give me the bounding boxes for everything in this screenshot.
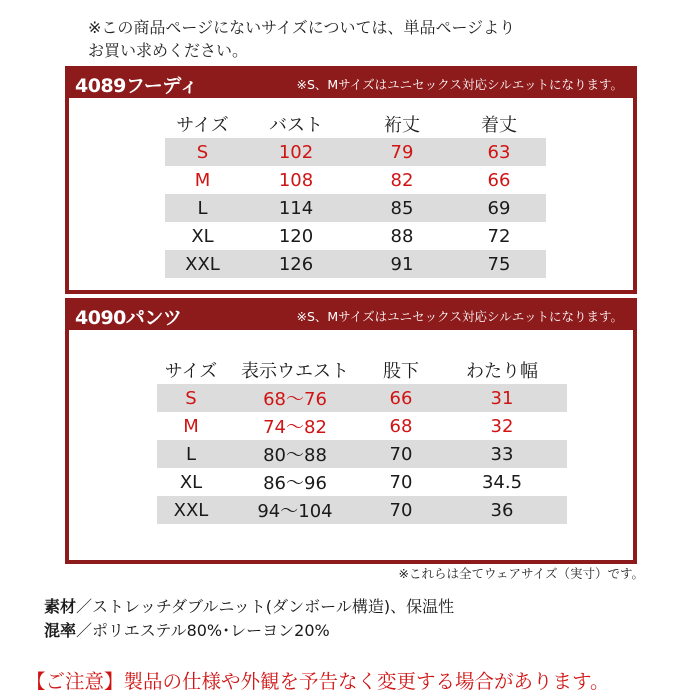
pants-table-cell: 33 bbox=[490, 443, 514, 465]
hoodie-table-cell: 114 bbox=[278, 197, 314, 219]
hoodie-table-row bbox=[165, 166, 546, 194]
hoodie-table-cell: 79 bbox=[390, 141, 414, 163]
hoodie-table-cell: XXL bbox=[185, 253, 220, 275]
hoodie-header-cell: サイズ bbox=[176, 115, 229, 136]
pants-table-cell: 66 bbox=[389, 387, 413, 409]
pants-header-cell: 表示ウエスト bbox=[241, 361, 349, 382]
pants-table-row bbox=[157, 412, 567, 440]
pants-table-cell: 68 bbox=[389, 415, 413, 437]
pants-table-header bbox=[157, 356, 567, 384]
pants-table-cell: 74〜82 bbox=[263, 417, 327, 438]
pants-table-cell: 34.5 bbox=[481, 471, 523, 493]
hoodie-header-cell: 着丈 bbox=[481, 115, 517, 136]
pants-table-row bbox=[157, 384, 567, 412]
footnote: ※これらは全てウェアサイズ（実寸）です。 bbox=[398, 566, 644, 581]
pants-table-cell: S bbox=[185, 387, 197, 409]
top-note-line1: ※この商品ページにないサイズについては、単品ページより bbox=[88, 18, 516, 37]
pants-size-table bbox=[157, 356, 567, 524]
hoodie-table-cell: 63 bbox=[487, 141, 511, 163]
pants-table-cell: 70 bbox=[389, 443, 413, 465]
pants-table-cell: L bbox=[185, 443, 197, 465]
hoodie-table-cell: 72 bbox=[487, 225, 511, 247]
pants-header-bar bbox=[69, 302, 633, 330]
pants-table-cell: XXL bbox=[173, 499, 209, 521]
hoodie-table-cell: 126 bbox=[278, 253, 314, 275]
pants-header-cell: 股下 bbox=[383, 361, 419, 382]
blend-line bbox=[44, 618, 330, 641]
hoodie-table-cell: XL bbox=[191, 225, 214, 247]
hoodie-table-header bbox=[165, 110, 546, 138]
caution-notice: 【ご注意】製品の仕様や外観を予告なく変更する場合があります。 bbox=[26, 670, 610, 693]
hoodie-table-cell: L bbox=[197, 197, 208, 219]
hoodie-table-cell: 85 bbox=[390, 197, 414, 219]
hoodie-table-cell: 120 bbox=[278, 225, 314, 247]
pants-table-row bbox=[157, 440, 567, 468]
pants-table-cell: 80〜88 bbox=[263, 445, 327, 466]
hoodie-table-row bbox=[165, 138, 546, 166]
hoodie-table-cell: 69 bbox=[487, 197, 511, 219]
hoodie-note: ※S、Mサイズはユニセックス対応シルエットになります。 bbox=[296, 77, 623, 92]
pants-table-cell: 36 bbox=[490, 499, 514, 521]
pants-table-cell: 70 bbox=[389, 499, 413, 521]
hoodie-table-row bbox=[165, 250, 546, 278]
hoodie-table-row bbox=[165, 222, 546, 250]
pants-header-cell: サイズ bbox=[164, 361, 218, 382]
pants-table-cell: 70 bbox=[389, 471, 413, 493]
pants-title: 4090パンツ bbox=[75, 306, 182, 329]
material-line bbox=[44, 594, 454, 617]
top-note-line2: お買い求めください。 bbox=[88, 41, 249, 60]
hoodie-table-cell: 102 bbox=[278, 141, 314, 163]
blend-text: ／ポリエステル80%･レーヨン20% bbox=[76, 621, 330, 640]
pants-table-cell: 32 bbox=[490, 415, 514, 437]
hoodie-table-cell: 88 bbox=[390, 225, 414, 247]
hoodie-table-cell: 91 bbox=[390, 253, 414, 275]
pants-table-cell: 94〜104 bbox=[257, 501, 333, 522]
pants-section bbox=[65, 298, 637, 564]
hoodie-table-cell: S bbox=[196, 141, 209, 163]
hoodie-table-cell: M bbox=[194, 169, 211, 191]
pants-table-cell: 68〜76 bbox=[263, 389, 327, 410]
hoodie-section bbox=[65, 66, 637, 294]
material-label: 素材 bbox=[44, 597, 77, 616]
hoodie-title: 4089フーディ bbox=[75, 74, 198, 97]
pants-note: ※S、Mサイズはユニセックス対応シルエットになります。 bbox=[296, 309, 623, 324]
pants-header-cell: わたり幅 bbox=[466, 361, 538, 382]
blend-label: 混率 bbox=[44, 621, 77, 640]
pants-table-cell: 86〜96 bbox=[263, 473, 327, 494]
hoodie-header-cell: 裄丈 bbox=[384, 115, 420, 136]
hoodie-table-cell: 82 bbox=[390, 169, 414, 191]
material-text: ／ストレッチダブルニット(ダンボール構造)、保温性 bbox=[76, 597, 455, 616]
hoodie-header-bar bbox=[69, 70, 633, 98]
pants-table-cell: M bbox=[183, 415, 199, 437]
hoodie-table-cell: 108 bbox=[278, 169, 314, 191]
top-note bbox=[88, 16, 648, 62]
hoodie-header-cell: バスト bbox=[269, 115, 323, 136]
hoodie-table-row bbox=[165, 194, 546, 222]
hoodie-size-table bbox=[165, 110, 546, 278]
pants-table-cell: 31 bbox=[490, 387, 514, 409]
pants-table-row bbox=[157, 468, 567, 496]
hoodie-table-cell: 75 bbox=[487, 253, 511, 275]
hoodie-table-cell: 66 bbox=[487, 169, 511, 191]
pants-table-row bbox=[157, 496, 567, 524]
pants-table-cell: XL bbox=[179, 471, 203, 493]
